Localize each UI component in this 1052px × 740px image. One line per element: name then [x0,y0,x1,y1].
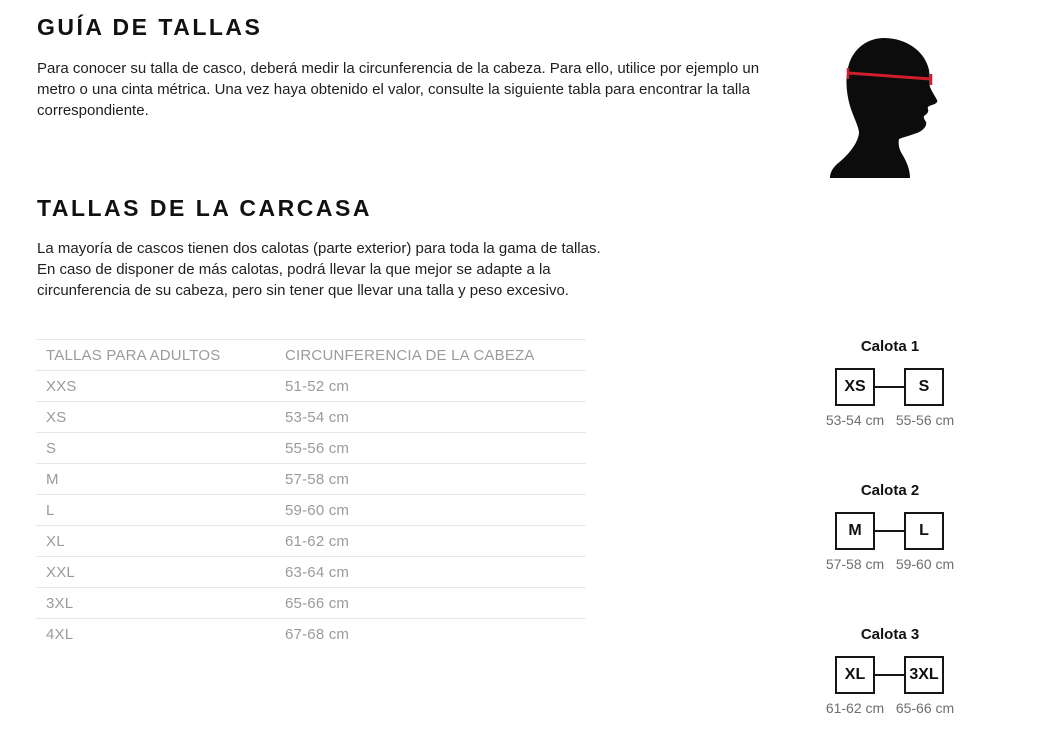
size-range: 59-60 cm [895,556,955,572]
size-box: L [904,512,944,550]
size-cell: 3XL [36,588,275,619]
column-header-sizes: TALLAS PARA ADULTOS [36,340,275,371]
calota-diagram [815,368,965,406]
connector-line [875,386,904,388]
calota-title: Calota 1 [860,338,920,355]
size-range: 65-66 cm [895,700,955,716]
size-box: 3XL [904,656,944,694]
table-row [36,464,586,495]
size-box: XS [835,368,875,406]
calota-ranges [815,556,965,573]
size-cell: S [36,433,275,464]
size-cell: M [36,464,275,495]
size-table [36,339,586,650]
table-row [36,495,586,526]
circumference-cell: 53-54 cm [275,402,586,433]
calota-ranges [815,412,965,429]
size-cell: XXL [36,557,275,588]
circumference-cell: 65-66 cm [275,588,586,619]
circumference-cell: 63-64 cm [275,557,586,588]
size-box: M [835,512,875,550]
calota-title: Calota 3 [860,626,920,643]
circumference-cell: 61-62 cm [275,526,586,557]
size-range: 53-54 cm [825,412,885,428]
size-range: 61-62 cm [825,700,885,716]
size-range: 57-58 cm [825,556,885,572]
calota-title: Calota 2 [860,482,920,499]
table-row [36,402,586,433]
page-title: GUÍA DE TALLAS [37,14,263,40]
head-measurement-figure [826,22,946,182]
size-table-header-row [36,340,586,371]
size-cell: XL [36,526,275,557]
circumference-cell: 57-58 cm [275,464,586,495]
column-header-circumference: CIRCUNFERENCIA DE LA CABEZA [275,340,586,371]
intro-paragraph: Para conocer su talla de casco, deberá medir la circunferencia de la cabeza. Para ello, utilice por ejemplo un metro o una cinta métrica. Una vez haya obtenido el valor, consulte la siguiente tabla para encontrar la talla correspondiente. [37,60,760,119]
calota-group-1 [815,338,965,429]
circumference-cell: 67-68 cm [275,619,586,650]
table-row [36,371,586,402]
connector-line [875,530,904,532]
size-range: 55-56 cm [895,412,955,428]
head-silhouette-icon [826,22,946,182]
table-row [36,557,586,588]
calota-diagram [815,512,965,550]
size-box: XL [835,656,875,694]
calota-group-3 [815,626,965,717]
calota-diagram [815,656,965,694]
calota-ranges [815,700,965,717]
size-cell: XXS [36,371,275,402]
table-row [36,526,586,557]
size-cell: XS [36,402,275,433]
size-box: S [904,368,944,406]
circumference-cell: 55-56 cm [275,433,586,464]
size-cell: 4XL [36,619,275,650]
section-title-shell-sizes: TALLAS DE LA CARCASA [37,195,372,221]
circumference-cell: 51-52 cm [275,371,586,402]
shell-paragraph: La mayoría de cascos tienen dos calotas (parte exterior) para toda la gama de tallas. En caso de disponer de más calotas, podrá llevar la que mejor se adapte a la circunferencia de su cabeza, pero sin tener que llevar una talla y peso excesivo. [37,240,601,299]
table-row [36,433,586,464]
table-row [36,619,586,650]
circumference-cell: 59-60 cm [275,495,586,526]
size-cell: L [36,495,275,526]
table-row [36,588,586,619]
calota-group-2 [815,482,965,573]
connector-line [875,674,904,676]
